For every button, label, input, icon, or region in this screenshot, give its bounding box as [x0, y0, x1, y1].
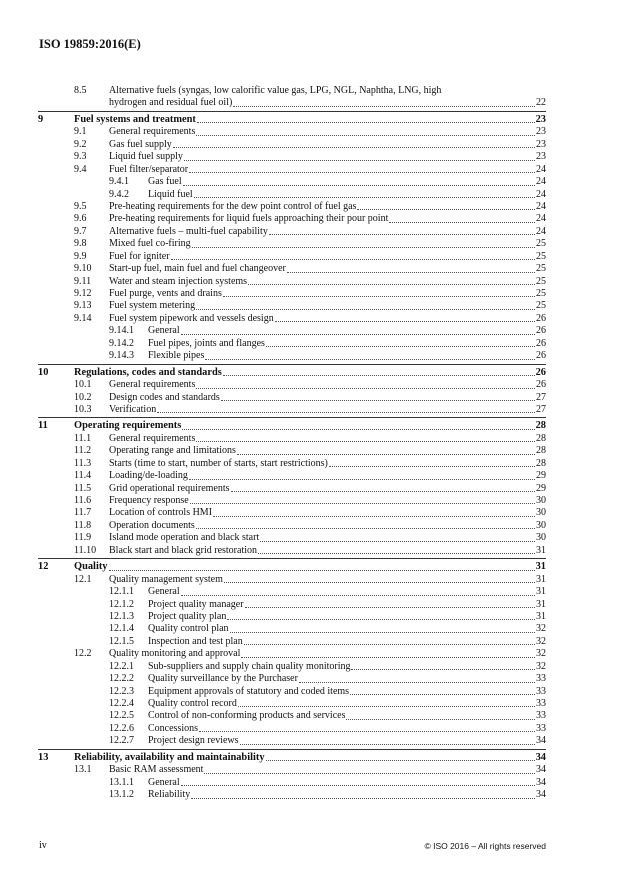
- toc-entry-title: Project quality manager: [148, 598, 244, 610]
- dot-leader: [230, 631, 535, 633]
- toc-entry[interactable]: [38, 201, 546, 213]
- table-of-contents: [38, 85, 546, 802]
- toc-entry-number: 9.1: [74, 126, 87, 138]
- toc-entry-title: General requirements: [109, 432, 196, 444]
- dot-leader: [181, 784, 535, 786]
- toc-entry-number: 9.14: [74, 312, 92, 324]
- toc-entry-page: 34: [536, 776, 546, 788]
- dot-leader: [350, 693, 535, 695]
- toc-entry-page: 24: [536, 176, 546, 188]
- toc-entry-page: 24: [536, 213, 546, 225]
- toc-entry-page: 28: [536, 445, 546, 457]
- toc-entry-page: 31: [536, 586, 546, 598]
- toc-entry-number: 12.2.7: [109, 735, 134, 747]
- dot-leader: [241, 656, 535, 658]
- dot-leader: [173, 146, 535, 148]
- copyright-notice: © ISO 2016 – All rights reserved: [424, 841, 546, 851]
- toc-entry-number: 11.8: [74, 519, 92, 531]
- toc-entry-title: Reliability: [148, 789, 191, 801]
- toc-entry-number: 9.14.1: [109, 325, 134, 337]
- toc-entry-number: 12: [38, 561, 49, 573]
- toc-entry-page: 33: [536, 710, 546, 722]
- toc-entry[interactable]: [38, 139, 546, 151]
- toc-entry-title: Operating range and limitations: [109, 445, 236, 457]
- toc-entry-number: 10: [38, 366, 49, 378]
- toc-entry[interactable]: [38, 325, 546, 337]
- toc-entry-page: 30: [536, 519, 546, 531]
- toc-entry-title: Quality monitoring and approval: [109, 648, 241, 660]
- toc-entry-title: Fuel system pipework and vessels design: [109, 312, 274, 324]
- toc-entry-title: Regulations, codes and standards: [74, 366, 222, 378]
- toc-entry-page: 25: [536, 300, 546, 312]
- dot-leader: [213, 515, 535, 517]
- toc-entry-number: 9.6: [74, 213, 87, 225]
- dot-leader: [157, 411, 535, 413]
- toc-entry-page: 32: [536, 635, 546, 647]
- toc-entry[interactable]: [38, 574, 546, 586]
- toc-entry-title: Fuel system metering: [109, 300, 196, 312]
- toc-entry-title: General: [148, 325, 180, 337]
- toc-entry-title: Concessions: [148, 722, 198, 734]
- dot-leader: [196, 527, 535, 529]
- toc-entry-page: 28: [536, 457, 546, 469]
- toc-entry-title: Flexible pipes: [148, 350, 205, 362]
- toc-entry-title: Fuel filter/separator: [109, 163, 189, 175]
- toc-entry[interactable]: [38, 545, 546, 557]
- toc-entry-number: 13.1.2: [109, 789, 134, 801]
- dot-leader: [299, 681, 535, 683]
- toc-entry-page: 30: [536, 507, 546, 519]
- toc-entry-title: Starts (time to start, number of starts, start restrictions): [109, 457, 328, 469]
- toc-entry-title: Mixed fuel co-firing: [109, 238, 191, 250]
- toc-entry-title: Alternative fuels (syngas, low calorific value gas, LPG, NGL, Naphtha, LNG, high: [109, 85, 442, 96]
- toc-entry-title: Loading/de-loading: [109, 470, 188, 482]
- dot-leader: [196, 387, 535, 389]
- toc-entry-number: 9.9: [74, 250, 87, 262]
- dot-leader: [329, 465, 535, 467]
- toc-entry-number: 9.4.1: [109, 176, 129, 188]
- toc-entry-title: Gas fuel: [148, 176, 182, 188]
- toc-entry-number: 12.2: [74, 648, 92, 660]
- toc-entry[interactable]: [38, 350, 546, 362]
- dot-leader: [196, 440, 535, 442]
- toc-entry-title: Alternative fuels – multi-fuel capability: [109, 225, 268, 237]
- toc-entry-number: 9.4.2: [109, 188, 129, 200]
- dot-leader: [192, 246, 535, 248]
- toc-entry-page: 24: [536, 200, 546, 212]
- toc-entry-title: Water and steam injection systems: [109, 275, 248, 287]
- toc-entry-page: 33: [536, 722, 546, 734]
- dot-leader: [227, 618, 535, 620]
- dot-leader: [287, 271, 535, 273]
- toc-entry-page: 26: [536, 312, 546, 324]
- toc-entry-number: 12.1.4: [109, 623, 134, 635]
- dot-leader: [109, 569, 535, 571]
- document-id: ISO 19859:2016(E): [39, 37, 141, 51]
- toc-section[interactable]: [38, 114, 546, 126]
- toc-entry-page: 29: [536, 482, 546, 494]
- toc-entry[interactable]: [38, 661, 546, 673]
- toc-entry-number: 11.1: [74, 432, 92, 444]
- dot-leader: [266, 759, 535, 761]
- toc-entry-title: Fuel systems and treatment: [74, 113, 196, 125]
- toc-entry[interactable]: [38, 313, 546, 325]
- toc-entry-title: Fuel pipes, joints and flanges: [148, 337, 265, 349]
- toc-entry[interactable]: [38, 404, 546, 416]
- toc-entry-page: 26: [536, 379, 546, 391]
- dot-leader: [181, 594, 535, 596]
- toc-entry[interactable]: [38, 164, 546, 176]
- toc-entry-number: 9.10: [74, 263, 92, 275]
- dot-leader: [223, 374, 535, 376]
- dot-leader: [196, 308, 535, 310]
- toc-entry-page: 27: [536, 403, 546, 415]
- toc-entry-page: 32: [536, 648, 546, 660]
- toc-entry-title: Location of controls HMI: [109, 507, 213, 519]
- dot-leader: [184, 159, 535, 161]
- toc-entry-number: 12.2.3: [109, 685, 134, 697]
- toc-entry[interactable]: [38, 379, 546, 391]
- dot-leader: [357, 208, 535, 210]
- toc-entry[interactable]: [38, 288, 546, 300]
- toc-entry-number: 10.2: [74, 391, 92, 403]
- toc-entry[interactable]: [38, 189, 546, 201]
- toc-entry-number: 9.7: [74, 225, 87, 237]
- toc-entry-number: 12.1.2: [109, 598, 134, 610]
- dot-leader: [389, 221, 535, 223]
- toc-entry-page: 23: [536, 151, 546, 163]
- toc-entry-number: 12.1.3: [109, 610, 134, 622]
- toc-entry-title: Design codes and standards: [109, 391, 220, 403]
- toc-entry[interactable]: [38, 586, 546, 598]
- toc-entry[interactable]: [38, 764, 546, 776]
- dot-leader: [199, 730, 535, 732]
- toc-entry-title: General requirements: [109, 379, 196, 391]
- toc-entry-number: 12.1.5: [109, 635, 134, 647]
- toc-entry-number: 11.10: [74, 544, 97, 556]
- dot-leader: [260, 540, 535, 542]
- toc-entry-page: 26: [536, 337, 546, 349]
- toc-entry-page: 31: [536, 544, 546, 556]
- toc-entry-number: 12.1: [74, 573, 92, 585]
- toc-entry[interactable]: [38, 213, 546, 225]
- toc-entry[interactable]: [38, 151, 546, 163]
- toc-entry-title: Liquid fuel supply: [109, 151, 183, 163]
- toc-entry-number: 11.3: [74, 457, 92, 469]
- toc-entry-title: Liquid fuel: [148, 188, 193, 200]
- toc-entry-page: 25: [536, 263, 546, 275]
- toc-entry-number: 9.5: [74, 200, 87, 212]
- toc-entry-number: 11.9: [74, 532, 92, 544]
- toc-entry-number: 9.14.2: [109, 337, 134, 349]
- toc-entry-page: 31: [536, 598, 546, 610]
- toc-entry-title: Project design reviews: [148, 735, 239, 747]
- toc-entry-page: 33: [536, 673, 546, 685]
- toc-entry[interactable]: [38, 710, 546, 722]
- toc-entry-page: 25: [536, 288, 546, 299]
- toc-entry[interactable]: [38, 495, 546, 507]
- dot-leader: [269, 233, 535, 235]
- toc-entry-page: 26: [536, 325, 546, 337]
- toc-entry-number: 9.8: [74, 238, 87, 250]
- toc-entry[interactable]: [38, 532, 546, 544]
- dot-leader: [197, 121, 535, 123]
- toc-entry-page: 32: [536, 660, 546, 672]
- toc-entry-page: 31: [535, 561, 546, 573]
- toc-entry-number: 10.3: [74, 403, 92, 415]
- toc-entry-page: 24: [536, 225, 546, 237]
- dot-leader: [238, 705, 535, 707]
- toc-entry[interactable]: [38, 686, 546, 698]
- toc-entry-number: 9.4: [74, 163, 87, 175]
- toc-entry[interactable]: [38, 263, 546, 275]
- dot-leader: [231, 490, 535, 492]
- toc-entry-title: Quality surveillance by the Purchaser: [148, 673, 298, 685]
- dot-leader: [190, 502, 535, 504]
- toc-entry-number: 12.2.1: [109, 660, 134, 672]
- dot-leader: [191, 797, 535, 799]
- toc-entry-title: Start-up fuel, main fuel and fuel changeover: [109, 263, 286, 275]
- toc-entry-page: 25: [536, 238, 546, 250]
- toc-entry[interactable]: [38, 673, 546, 685]
- dot-leader: [204, 772, 535, 774]
- toc-entry-title: Fuel purge, vents and drains: [109, 288, 222, 299]
- dot-leader: [275, 320, 535, 322]
- toc-entry-page: 24: [536, 188, 546, 200]
- dot-leader: [258, 552, 535, 554]
- toc-entry-page: 34: [536, 789, 546, 801]
- toc-entry-page: 30: [536, 532, 546, 544]
- toc-entry-page: 34: [536, 764, 546, 776]
- toc-entry-title: Project quality plan: [148, 610, 227, 622]
- toc-entry[interactable]: [38, 611, 546, 623]
- dot-leader: [183, 184, 535, 186]
- toc-entry-page: 22: [536, 97, 546, 109]
- dot-leader: [266, 345, 535, 347]
- dot-leader: [171, 258, 535, 260]
- toc-entry[interactable]: [38, 97, 546, 109]
- toc-entry-page: 26: [535, 366, 546, 378]
- toc-section[interactable]: [38, 752, 546, 764]
- toc-entry[interactable]: [38, 251, 546, 263]
- toc-entry-number: 11.6: [74, 495, 92, 506]
- toc-entry[interactable]: [38, 176, 546, 188]
- toc-entry[interactable]: [38, 276, 546, 288]
- toc-entry[interactable]: [38, 723, 546, 735]
- toc-entry-title: Pre-heating requirements for the dew point control of fuel gas: [109, 200, 357, 212]
- page-number: iv: [39, 840, 47, 851]
- toc-entry[interactable]: [38, 507, 546, 519]
- toc-entry[interactable]: [38, 636, 546, 648]
- dot-leader: [224, 581, 535, 583]
- toc-entry-page: 23: [536, 138, 546, 150]
- dot-leader: [182, 428, 534, 430]
- dot-leader: [351, 668, 535, 670]
- toc-entry-page: 33: [536, 685, 546, 697]
- dot-leader: [205, 358, 535, 360]
- toc-entry-title: General: [148, 776, 180, 788]
- toc-entry-page: 29: [536, 470, 546, 482]
- dot-leader: [196, 134, 535, 136]
- toc-entry[interactable]: [38, 458, 546, 470]
- toc-entry-number: 13.1: [74, 764, 92, 776]
- toc-entry-number: 11.5: [74, 482, 92, 494]
- toc-section[interactable]: [38, 561, 546, 573]
- toc-entry-title: Equipment approvals of statutory and coded items: [148, 685, 350, 697]
- toc-entry-title: Reliability, availability and maintainability: [74, 751, 265, 763]
- toc-entry[interactable]: [38, 483, 546, 495]
- dot-leader: [346, 718, 535, 720]
- toc-entry[interactable]: [38, 445, 546, 457]
- toc-entry-title: Operation documents: [109, 519, 195, 531]
- toc-entry-page: 27: [536, 391, 546, 403]
- dot-leader: [221, 399, 535, 401]
- toc-entry-page: 32: [536, 623, 546, 635]
- toc-entry-page: 23: [535, 113, 546, 125]
- toc-entry[interactable]: [38, 226, 546, 238]
- toc-entry-page: 34: [536, 735, 546, 747]
- toc-entry-title: Inspection and test plan: [148, 635, 243, 647]
- toc-entry-number: 12.2.2: [109, 673, 134, 685]
- dot-leader: [223, 295, 535, 297]
- dot-leader: [244, 643, 535, 645]
- toc-entry[interactable]: [38, 392, 546, 404]
- toc-entry[interactable]: [38, 238, 546, 250]
- dot-leader: [181, 333, 535, 335]
- toc-entry[interactable]: [38, 599, 546, 611]
- toc-entry-page: 30: [536, 495, 546, 506]
- toc-entry-page: 26: [536, 350, 546, 362]
- toc-entry-number: 12.2.5: [109, 710, 134, 722]
- toc-entry-title: Control of non-conforming products and services: [148, 710, 346, 722]
- toc-section[interactable]: [38, 367, 546, 379]
- toc-entry-number: 9.11: [74, 275, 92, 287]
- toc-entry-title: Verification: [109, 403, 157, 415]
- toc-entry-title: Pre-heating requirements for liquid fuels approaching their pour point: [109, 213, 389, 225]
- toc-entry-page: 33: [536, 698, 546, 709]
- toc-entry-number: 12.1.1: [109, 586, 134, 598]
- toc-entry[interactable]: [38, 85, 546, 97]
- toc-entry[interactable]: [38, 520, 546, 532]
- toc-entry[interactable]: [38, 789, 546, 801]
- toc-entry-number: 11.7: [74, 507, 92, 519]
- toc-entry[interactable]: [38, 623, 546, 635]
- toc-entry-number: 13: [38, 751, 49, 763]
- dot-leader: [233, 105, 535, 107]
- toc-entry[interactable]: [38, 338, 546, 350]
- toc-entry-title: Operating requirements: [74, 420, 182, 432]
- toc-entry-page: 25: [536, 250, 546, 262]
- dot-leader: [194, 196, 535, 198]
- toc-entry-number: 12.2.4: [109, 698, 134, 709]
- dot-leader: [189, 171, 535, 173]
- toc-entry-number: 11.4: [74, 470, 92, 482]
- toc-entry-title: Sub-suppliers and supply chain quality monitoring: [148, 660, 351, 672]
- toc-entry-page: 23: [536, 126, 546, 138]
- dot-leader: [237, 453, 535, 455]
- toc-entry-page: 28: [535, 420, 546, 432]
- toc-entry-title: Grid operational requirements: [109, 482, 230, 494]
- toc-entry-page: 31: [536, 610, 546, 622]
- toc-entry-number: 9.13: [74, 300, 92, 312]
- toc-entry[interactable]: [38, 433, 546, 445]
- toc-entry-number: 9.3: [74, 151, 87, 163]
- dot-leader: [240, 743, 535, 745]
- dot-leader: [189, 478, 535, 480]
- toc-entry-title: Quality control record: [148, 698, 237, 709]
- toc-entry-number: 9: [38, 113, 44, 125]
- toc-entry[interactable]: [38, 735, 546, 747]
- toc-entry[interactable]: [38, 470, 546, 482]
- toc-entry-page: 28: [536, 432, 546, 444]
- toc-entry[interactable]: [38, 777, 546, 789]
- toc-entry-number: 12.2.6: [109, 722, 134, 734]
- toc-entry[interactable]: [38, 300, 546, 312]
- toc-entry-title: General requirements: [109, 126, 196, 138]
- toc-entry-title: Quality: [74, 561, 108, 573]
- toc-entry-title: Black start and black grid restoration: [109, 544, 258, 556]
- toc-entry-title: Fuel for igniter: [109, 250, 170, 262]
- toc-entry-title: General: [148, 586, 180, 598]
- toc-entry-number: 9.12: [74, 288, 92, 299]
- toc-entry-page: 24: [536, 163, 546, 175]
- toc-entry-number: 11: [38, 420, 48, 432]
- toc-entry-number: 9.2: [74, 138, 87, 150]
- toc-entry[interactable]: [38, 698, 546, 710]
- toc-entry-number: 9.14.3: [109, 350, 134, 362]
- toc-entry[interactable]: [38, 648, 546, 660]
- toc-entry-title: Quality control plan: [148, 623, 229, 635]
- dot-leader: [248, 283, 535, 285]
- toc-entry-page: 34: [535, 751, 546, 763]
- toc-entry-number: 10.1: [74, 379, 92, 391]
- dot-leader: [245, 606, 535, 608]
- toc-entry-title: Island mode operation and black start: [109, 532, 260, 544]
- toc-entry[interactable]: [38, 126, 546, 138]
- toc-entry-page: 25: [536, 275, 546, 287]
- toc-entry-title: Frequency response: [109, 495, 189, 506]
- toc-entry-title: Quality management system: [109, 573, 223, 585]
- toc-section[interactable]: [38, 420, 546, 432]
- toc-entry-number: 8.5: [74, 85, 87, 96]
- toc-entry-number: 13.1.1: [109, 776, 134, 788]
- toc-entry-title: hydrogen and residual fuel oil): [109, 97, 233, 109]
- toc-entry-title: Basic RAM assessment: [109, 764, 204, 776]
- toc-entry-title: Gas fuel supply: [109, 138, 172, 150]
- toc-entry-number: 11.2: [74, 445, 92, 457]
- toc-entry-page: 31: [536, 573, 546, 585]
